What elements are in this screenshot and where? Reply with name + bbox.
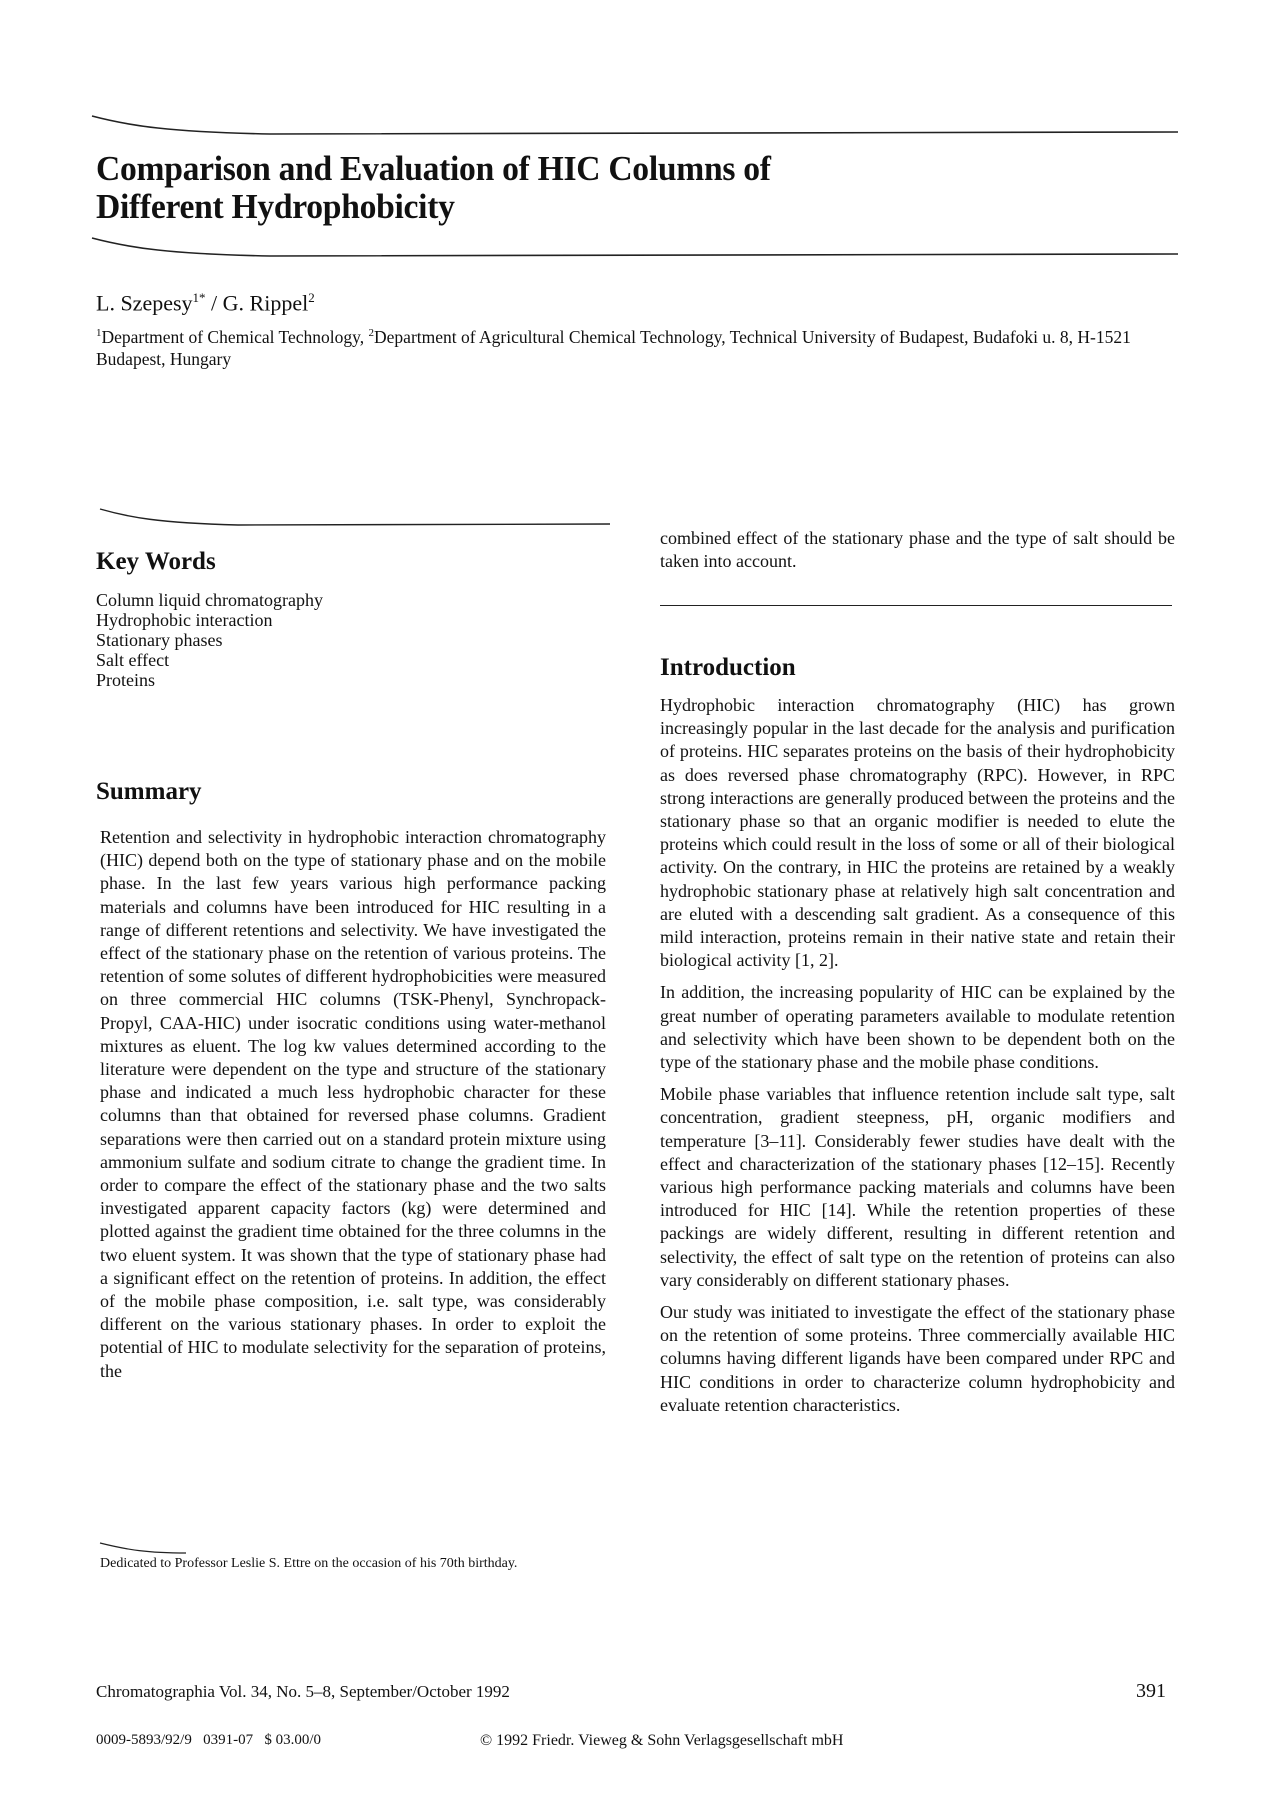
intro-paragraph: Hydrophobic interaction chromatography (HIC) has grown increasingly popular in the last decade for the analysis and purification of proteins. HIC separates proteins on the basis of their hydrophobicity as does reversed phase chromatography (RPC). However, in RPC strong interactions are generally produced between the proteins and the stationary phase so that an organic modifier is needed to elute the proteins which could result in the loss of some or all of their biological activity. On the contrary, in HIC the proteins are retained by a weakly hydrophobic stationary phase at relatively high salt concentration and are eluted with a descending salt gradient. As a consequence of this mild interaction, proteins remain in their native state and retain their biological activity [1, 2]. [660, 695, 1175, 971]
author-separator: / [205, 290, 223, 316]
journal-citation: Chromatographia Vol. 34, No. 5–8, September/October 1992 [96, 1682, 510, 1701]
summary-body: Retention and selectivity in hydrophobic interaction chromatography (HIC) depend both on the type of stationary phase and on the mobile phase. In the last few years various high performance packing materials and columns have been introduced for HIC resulting in a range of different retentions and selectivity. We have investigated the effect of the stationary phase on the retention of various proteins. The retention of some solutes of different hydrophobicities were measured on three commercial HIC columns (TSK-Phenyl, Synchropack-Propyl, CAA-HIC) under isocratic conditions using water-methanol mixtures as eluent. The log kw values determined according to the literature were dependent on the type and structure of the stationary phase and indicated a much less hydrophobic character for these columns than that obtained for reversed phase columns. Gradient separations were then carried out on a standard protein mixture using ammonium sulfate and sodium citrate to change the gradient time. In order to compare the effect of the stationary phase and the two salts investigated apparent capacity factors (kg) were determined and plotted against the gradient time obtained for the three columns in the two eluent system. It was shown that the type of stationary phase had a significant effect on the retention of proteins. In addition, the effect of the mobile phase composition, i.e. salt type, was considerably different on the various stationary phases. In order to exploit the potential of HIC to modulate selectivity for the separation of proteins, the [100, 827, 606, 1381]
title-line-1: Comparison and Evaluation of HIC Columns of [96, 149, 771, 188]
affil-mark-2: 2 [368, 327, 375, 339]
dedication-footnote: Dedicated to Professor Leslie S. Ettre on the occasion of his 70th birthday. [100, 1556, 518, 1571]
section-divider [660, 605, 1172, 606]
affil-mark-1: 1 [96, 327, 102, 339]
keyword-item: Hydrophobic interaction [96, 610, 273, 630]
keywords-list [96, 590, 323, 690]
intro-paragraph: Mobile phase variables that influence retention include salt type, salt concentration, gradient steepness, pH, organic modifiers and temperature [3–11]. Considerably fewer studies have dealt with the effect and characterization of the stationary phases [12–15]. Recently various high performance packing materials and columns have been introduced for HIC [14]. While the retention properties of these packings are widely different, resulting in different retention and selectivity, the effect of salt type on the retention of proteins can also vary considerably on different stationary phases. [660, 1084, 1175, 1290]
article-code: 0009-5893/92/9 0391-07 $ 03.00/0 [96, 1732, 321, 1748]
title-top-rule [90, 110, 1180, 140]
intro-paragraph: In addition, the increasing popularity of HIC can be explained by the great number of operating parameters available to modulate retention and selectivity which have been shown to be dependent both on the type of the stationary phase and the mobile phase conditions. [660, 982, 1175, 1073]
title-line-2: Different Hydrophobicity [96, 187, 455, 226]
footnote-rule [98, 1540, 188, 1556]
keywords-top-rule [98, 505, 613, 529]
author-1-mark: 1* [192, 290, 206, 305]
keyword-item: Stationary phases [96, 630, 223, 650]
keyword-item: Column liquid chromatography [96, 590, 323, 610]
summary-continuation: combined effect of the stationary phase and the type of salt should be taken into account. [660, 528, 1175, 572]
author-1: L. Szepesy [96, 290, 193, 316]
affil-dept-1: Department of Chemical Technology, [101, 326, 369, 347]
intro-paragraph: Our study was initiated to investigate the effect of the stationary phase on the retention of some proteins. Three commercially available HIC columns having different ligands have been compared under RPC and HIC conditions in order to characterize column hydrophobicity and evaluate retention characteristics. [660, 1302, 1175, 1415]
article-title [96, 150, 960, 226]
page-number: 391 [1136, 1680, 1166, 1702]
keyword-item: Salt effect [96, 650, 170, 670]
keywords-heading: Key Words [96, 548, 216, 575]
author-line [96, 290, 315, 316]
copyright-notice: © 1992 Friedr. Vieweg & Sohn Verlagsgesellschaft mbH [480, 1732, 844, 1749]
introduction-heading: Introduction [660, 654, 796, 681]
author-2-mark: 2 [308, 290, 315, 305]
keyword-item: Proteins [96, 670, 156, 690]
affiliation [96, 322, 1176, 370]
summary-heading: Summary [96, 778, 202, 805]
affil-dept-2: Department of Agricultural Chemical Technology, Technical University of Budapest, Budafoki u. 8, H-1521 Budapest, Hungary [96, 326, 1131, 369]
author-2: G. Rippel [222, 290, 309, 316]
title-bottom-rule [90, 232, 1180, 262]
introduction-body [660, 694, 1175, 1426]
